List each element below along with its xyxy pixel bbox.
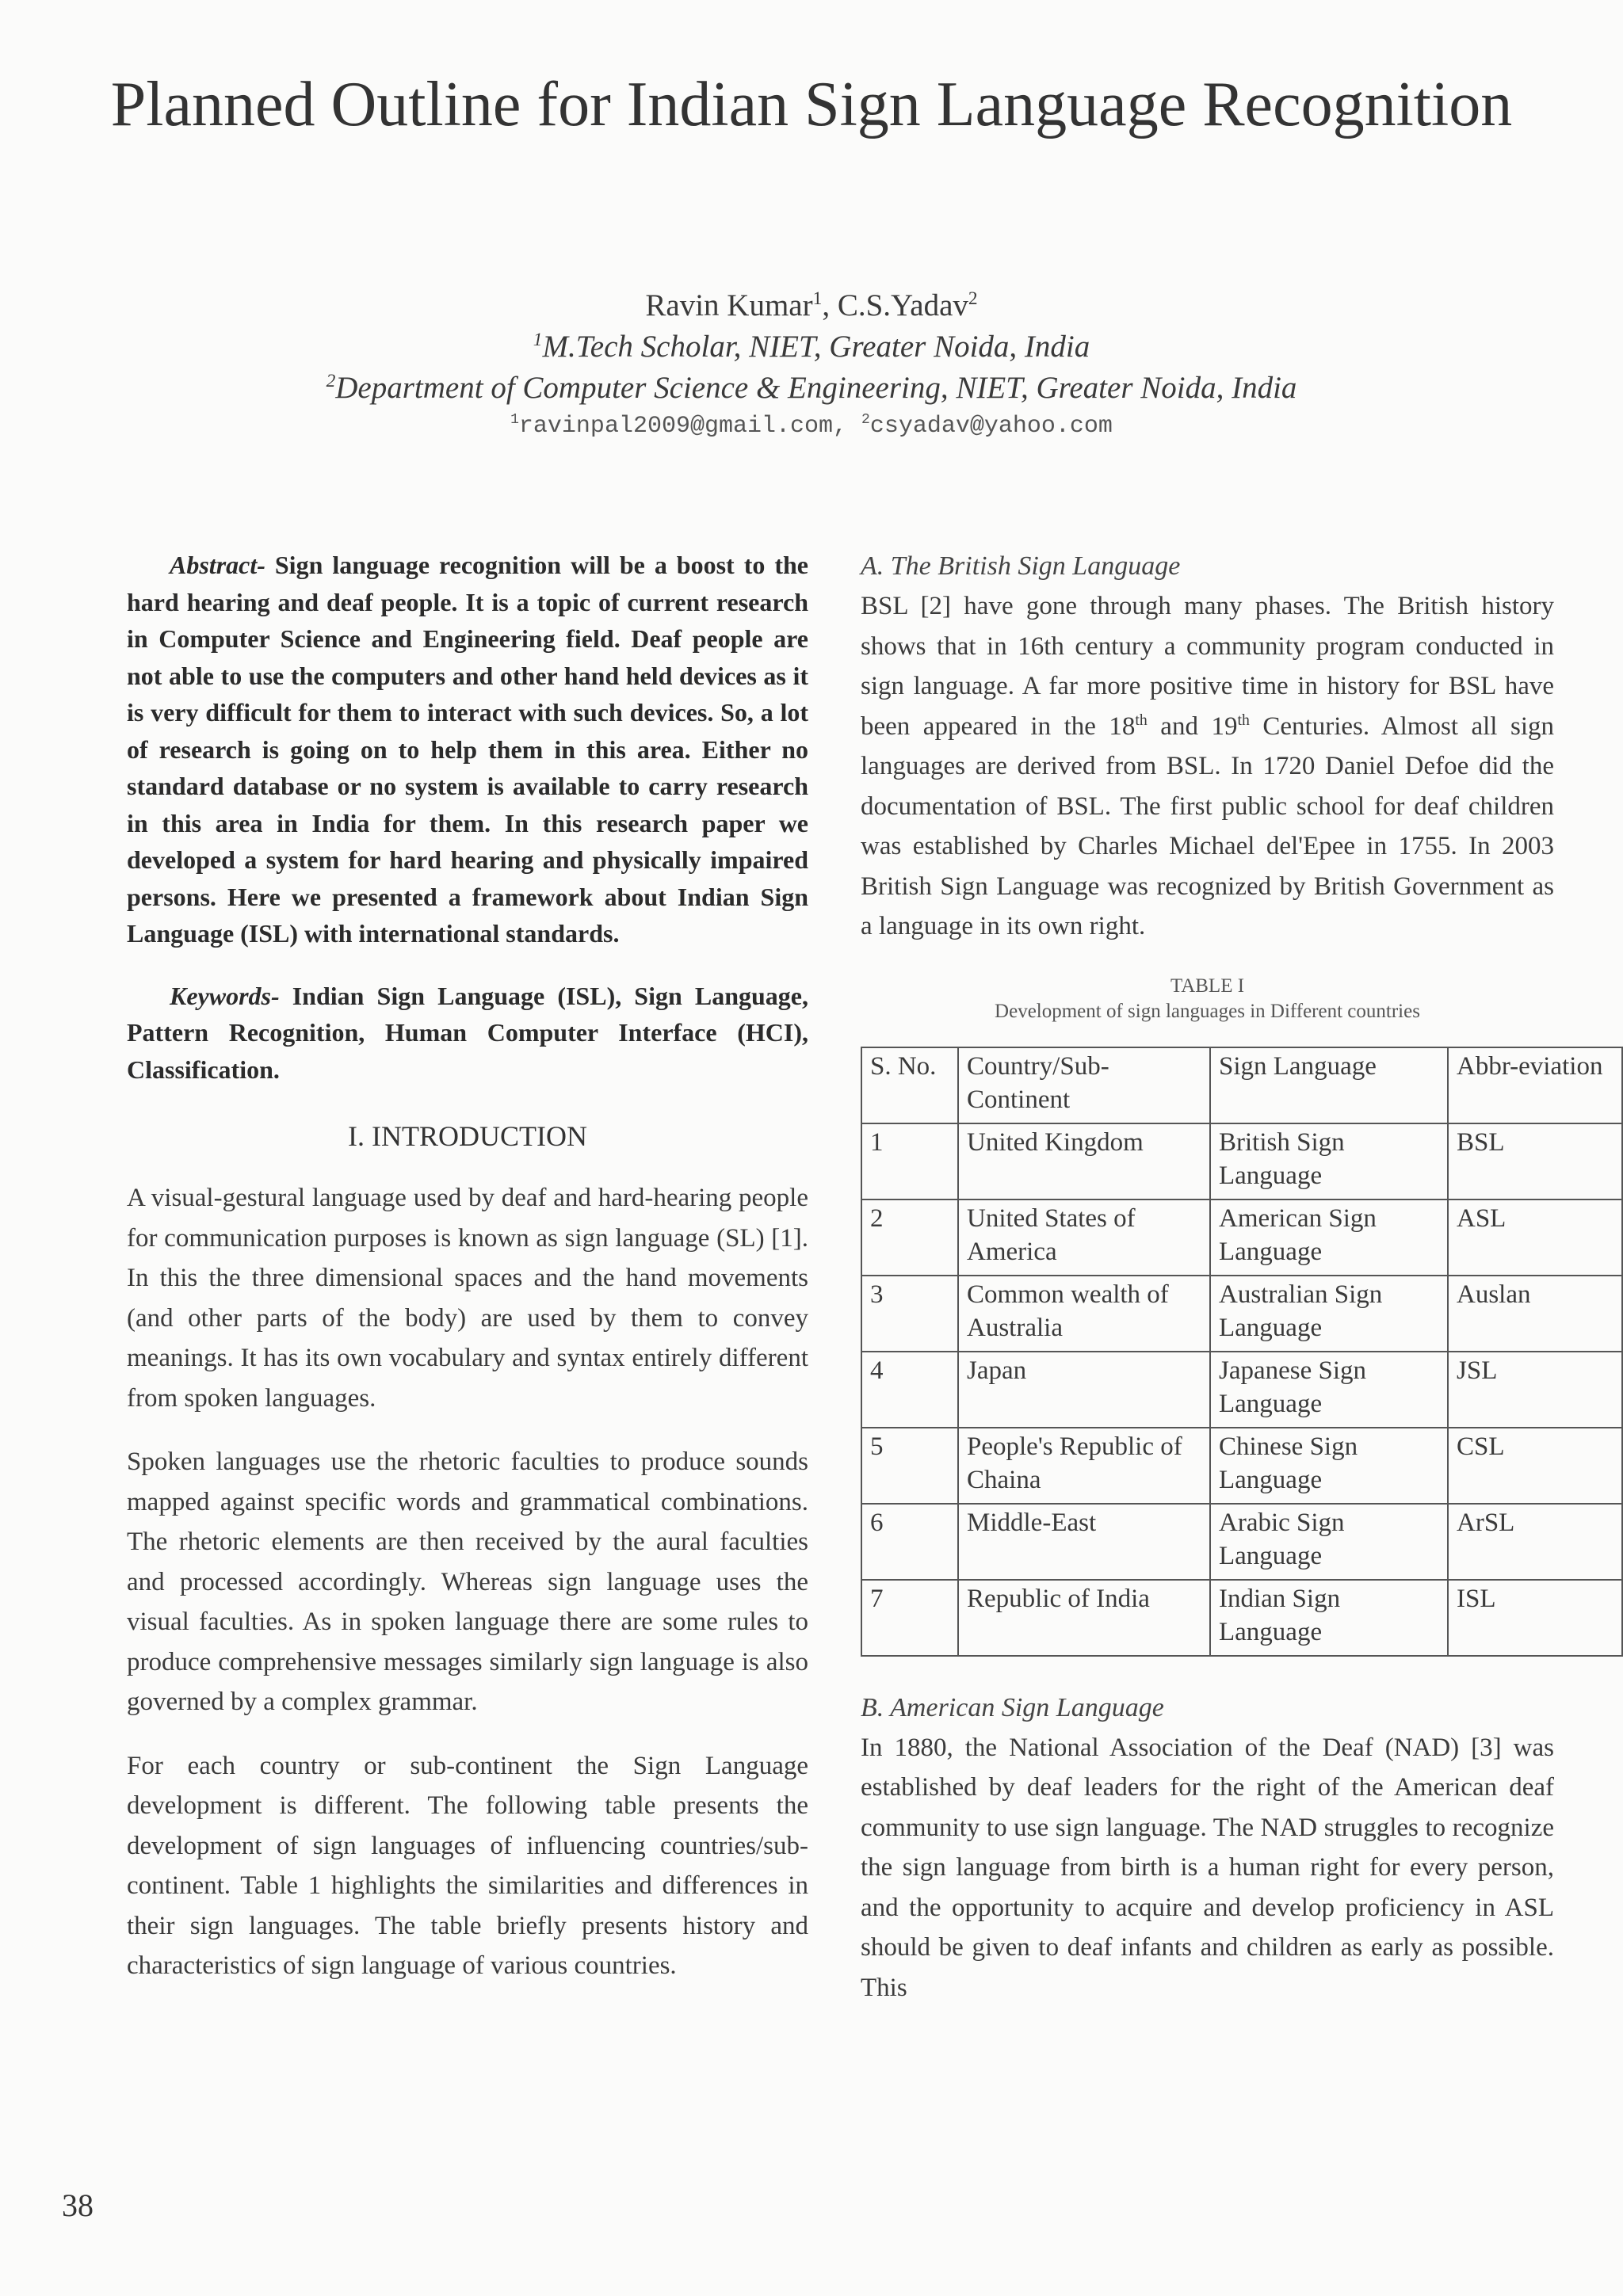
table-cell: 3 xyxy=(861,1276,958,1352)
table-cell: 4 xyxy=(861,1352,958,1428)
table-cell: ISL xyxy=(1448,1580,1622,1656)
subsection-heading-asl: B. American Sign Language xyxy=(861,1692,1164,1722)
table-cell: Middle-East xyxy=(958,1504,1210,1580)
table-row xyxy=(861,1276,1622,1352)
table-row xyxy=(861,1580,1622,1656)
table-cell: BSL xyxy=(1448,1123,1622,1199)
author-emails: $^1$ravinpal2009@gmail.com, $^2$csyadav@yahoo.com xyxy=(510,412,1113,440)
table-cell: 5 xyxy=(861,1428,958,1504)
table-cell: CSL xyxy=(1448,1428,1622,1504)
table-cell: ASL xyxy=(1448,1199,1622,1276)
table-title: Development of sign languages in Different countries xyxy=(995,1000,1420,1022)
table-cell: Chinese Sign Language xyxy=(1210,1428,1448,1504)
author-name: C.S.Yadav xyxy=(837,288,968,322)
intro-paragraph: For each country or sub-continent the Sign Language development is different. The following table presents the development of sign languages of influencing countries/sub-continent. Table 1 highlights the similarities and differences in their sign languages. The table briefly presents history and characteristics of sign language of various countries. xyxy=(127,1751,808,1980)
abstract: Abstract- Sign language recognition will be a boost to the hard hearing and deaf people. It is a topic of current research in Computer Science and Engineering field. Deaf people are not able to use the computers and other hand held devices as it is very difficult for them to interact with such devices. So, a lot of research is going on to help them in this area. Either no standard database or no system is available to carry research in this area in India for them. In this research paper we developed a system for hard hearing and physically impaired persons. Here we presented a framework about Indian Sign Language (ISL) with international standards. xyxy=(127,551,808,948)
table-cell: Auslan xyxy=(1448,1276,1622,1352)
table-header-cell: Country/Sub-Continent xyxy=(958,1047,1210,1123)
table-header-cell: Abbr-eviation xyxy=(1448,1047,1622,1123)
author-name: Ravin Kumar xyxy=(645,288,813,322)
asl-paragraph: In 1880, the National Association of the Deaf (NAD) [3] was established by deaf leaders for the right of the American deaf community to use sign language. The NAD struggles to recognize the sign language from birth is a human right for every person, and the opportunity to acquire and develop proficiency in ASL should be given to deaf infants and children as early as possible. This xyxy=(861,1733,1554,2002)
table-header-row xyxy=(861,1047,1622,1123)
table-cell: Arabic Sign Language xyxy=(1210,1504,1448,1580)
table-cell: 2 xyxy=(861,1199,958,1276)
bsl-paragraph: BSL [2] have gone through many phases. The British history shows that in 16th century a community program conducted in sign language. A far more positive time in history for BSL have been appeared in the 18th and 19th Centuries. Almost all sign languages are derived from BSL. In 1720 Daniel Defoe did the documentation of BSL. The first public school for deaf children was established by Charles Michael del'Epee in 1755. In 2003 British Sign Language was recognized by British Government as a language in its own right. xyxy=(861,592,1555,940)
table-cell: American Sign Language xyxy=(1210,1199,1448,1276)
sign-language-table xyxy=(861,1047,1623,1657)
table-cell: Japan xyxy=(958,1352,1210,1428)
page-number: 38 xyxy=(62,2187,94,2223)
table-cell: United States of America xyxy=(958,1199,1210,1276)
affiliation: $^2$Department of Computer Science & Engineering, NIET, Greater Noida, India xyxy=(326,371,1297,405)
subsection-heading-bsl: A. The British Sign Language xyxy=(861,551,1181,581)
table-header-cell: Sign Language xyxy=(1210,1047,1448,1123)
table-row xyxy=(861,1428,1622,1504)
right-column xyxy=(861,547,1603,2008)
email: csyadav@yahoo.com xyxy=(869,413,1113,440)
affiliation: $^1$M.Tech Scholar, NIET, Greater Noida, India xyxy=(533,330,1090,364)
table-cell: Common wealth of Australia xyxy=(958,1276,1210,1352)
keywords: Keywords- Indian Sign Language (ISL), Sign Language, Pattern Recognition, Human Computer Interface (HCI), Classification. xyxy=(127,981,808,1084)
table-row xyxy=(861,1123,1622,1199)
email: ravinpal2009@gmail.com, xyxy=(518,413,847,440)
paper-title: Planned Outline for Indian Sign Language Recognition xyxy=(110,70,1513,139)
table-cell: ArSL xyxy=(1448,1504,1622,1580)
table-cell: 1 xyxy=(861,1123,958,1199)
table-row xyxy=(861,1352,1622,1428)
table-cell: Japanese Sign Language xyxy=(1210,1352,1448,1428)
section-heading-introduction: I. INTRODUCTION xyxy=(348,1120,587,1152)
table-label: TABLE I xyxy=(1170,974,1245,997)
table-row xyxy=(861,1199,1622,1276)
table-cell: People's Republic of Chaina xyxy=(958,1428,1210,1504)
author-names: Ravin Kumar$^1$, C.S.Yadav$^2$ xyxy=(645,288,978,322)
table-cell: British Sign Language xyxy=(1210,1123,1448,1199)
table-header-cell: S. No. xyxy=(861,1047,958,1123)
table-row xyxy=(861,1504,1622,1580)
table-cell: Republic of India xyxy=(958,1580,1210,1656)
table-cell: United Kingdom xyxy=(958,1123,1210,1199)
table-cell: 7 xyxy=(861,1580,958,1656)
table-cell: 6 xyxy=(861,1504,958,1580)
table-cell: Australian Sign Language xyxy=(1210,1276,1448,1352)
intro-paragraph: Spoken languages use the rhetoric faculties to produce sounds mapped against specific words and grammatical combinations. The rhetoric elements are then received by the aural faculties and processed accordingly. Whereas sign language uses the visual faculties. As in spoken language there are some rules to produce comprehensive messages similarly sign language is also governed by a complex grammar. xyxy=(127,1447,808,1716)
table-cell: JSL xyxy=(1448,1352,1622,1428)
table-caption xyxy=(861,974,1554,1024)
author-block xyxy=(0,285,1623,444)
left-column xyxy=(127,547,808,1986)
table-cell: Indian Sign Language xyxy=(1210,1580,1448,1656)
intro-paragraph: A visual-gestural language used by deaf and hard-hearing people for communication purposes is known as sign language (SL) [1]. In this the three dimensional spaces and the hand movements (and other parts of the body) are used by them to convey meanings. It has its own vocabulary and syntax entirely different from spoken languages. xyxy=(127,1184,808,1413)
